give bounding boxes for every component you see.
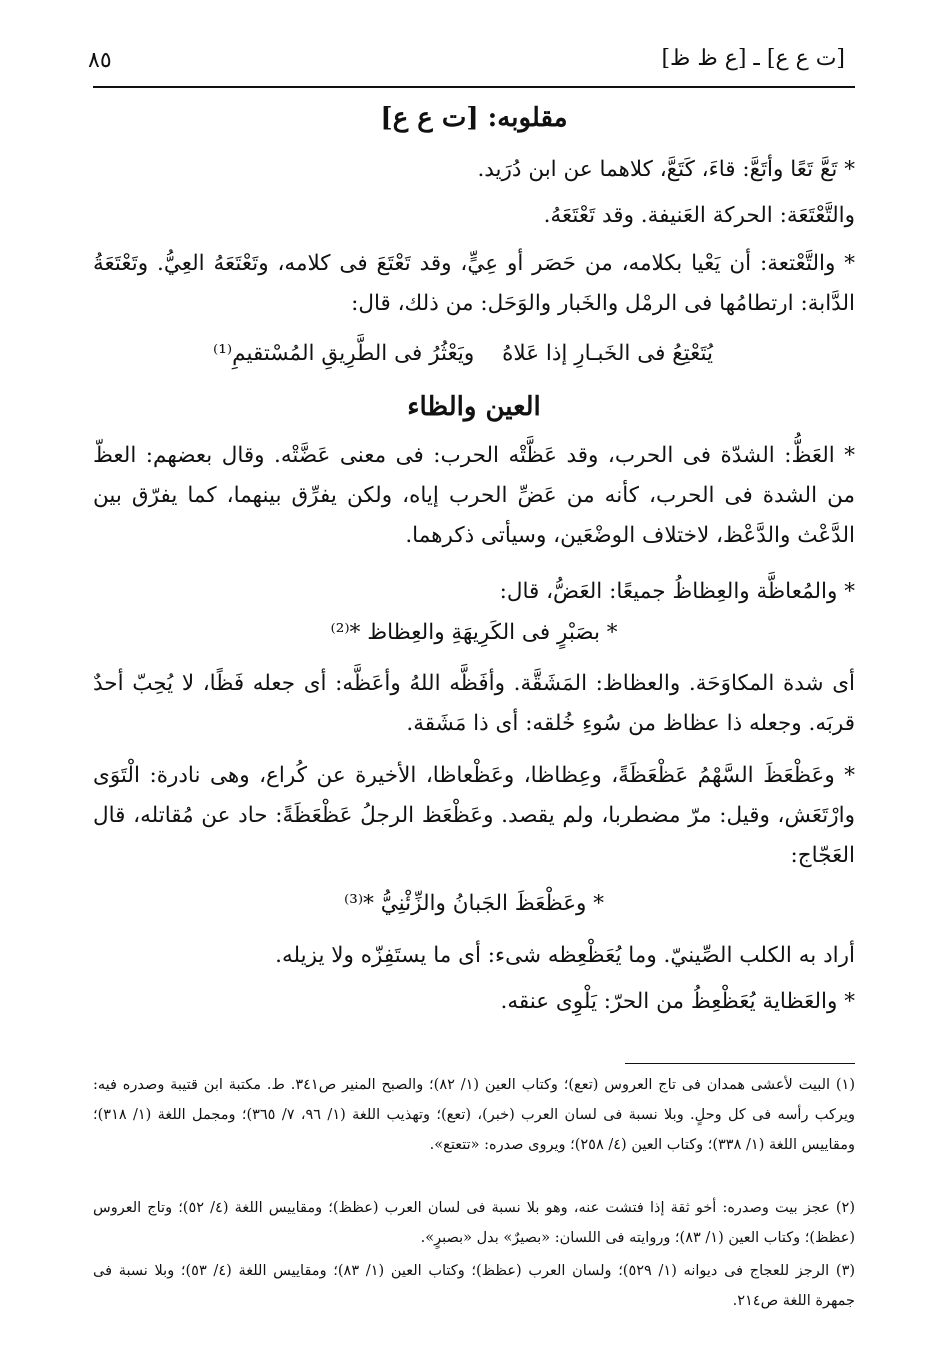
paragraph-mashaqqa: أى شدة المكاوَحَة. والعظاظ: المَشَقَّة. وأفَظَّه اللهُ وأعَظَّه: أى جعله فَظًا، لا يُحِبّ أحدٌ قربَه. وجعله ذا عظاظ من سُوءِ خُلقه: أى ذا مَشَقة. bbox=[93, 671, 855, 736]
paragraph-kalb-sini: أراد به الكلب الصِّينيّ. وما يُعَظْعِظه شىء: أى ما يستَفِزّه ولا يزيله. bbox=[275, 943, 855, 968]
paragraph-tatah-kalam: * والتَّعْتعة: أن يَعْيا بكلامه، من حَصَر أو عِيٍّ، وقد تَعْتَعَ فى كلامه، وتَعْتَعَهُ العِيُّ. وتَعْتَعَةُ الدَّابة: ارتطامُها فى الرمْل والخَبار والوَحَل: من ذلك، قال: bbox=[93, 251, 855, 316]
paragraph-azz: * العَظُّ: الشدّة فى الحرب، وقد عَظَّتْه الحرب: فى معنى عَضَّتْه. وقال بعضهم: العظّ من الشدة فى الحرب، كأنه من عَضِّ الحرب إياه، ولكن يفرِّق بينهما، كما يفرّق بين الدَّعْث والدَّعْظ، لاختلاف الوضْعَين، وسيأتى ذكرهما. bbox=[93, 443, 855, 548]
paragraph-azaza-sahm: * وعَظْعَظَ السَّهْمُ عَظْعَظَةً، وعِظاظا، وعَظْعاظا، الأخيرة عن كُراع، وهى نادرة: الْتَوَى وارْتَعَش، وقيل: مرّ مضطربا، ولم يقصد. وعَظْعَظ الرجلُ عَظْعَظَةً: حاد عن مُقاتله، قال العَجّاج: bbox=[93, 763, 855, 868]
paragraph-azaya: * والعَظاية يُعَظْعِظُ من الحرّ: يَلْوِى عنقه. bbox=[500, 989, 855, 1014]
paragraph-tatah-haraka: والتَّعْتَعَة: الحركة العَنيفة. وقد تَعْتَعَهُ. bbox=[543, 203, 855, 228]
footnote-rule bbox=[625, 1063, 855, 1064]
section-heading-maqlub: مقلوبه: [ت ع ع] bbox=[380, 103, 568, 133]
verse-1-second-hemistich: ويَعْثُرُ فى الطَّرِيقِ المُسْتقيمِ⁽¹⁾ bbox=[213, 341, 475, 366]
running-title: [ت ع ع] ـ [ع ظ ظ] bbox=[661, 46, 845, 71]
header-rule bbox=[93, 86, 855, 88]
footnote-1: (١) البيت لأعشى همدان فى تاج العروس (تعع)؛ وكتاب العين (١/ ٨٢)؛ والصبح المنير ص٣٤١. ط. مكتبة ابن قتيبة وصدره فيه: ويركب رأسه فى كل وحلٍ. وبلا نسبة فى لسان العرب (خبر)، (تعع)؛ وتهذيب اللغة (١/ ٩٦، ٧/ ٣٦٥)؛ ومجمل اللغة (١/ ٣١٨)؛ ومقاييس اللغة (١/ ٣٣٨)؛ وكتاب العين (٤/ ٢٥٨)؛ ويروى صدره: «تتعتع». bbox=[93, 1077, 855, 1153]
paragraph-taa: * تَعَّ تَعًا وأتَعَّ: قاءَ، كَتَعَّ، كلاهما عن ابن دُرَيد. bbox=[477, 157, 855, 182]
section-heading-ayn-zaa: العين والظاء bbox=[407, 392, 541, 422]
paragraph-muazza: * والمُعاظَّة والعِظاظُ جميعًا: العَضُّ، قال: bbox=[499, 579, 855, 604]
page-number: ٨٥ bbox=[88, 48, 112, 73]
verse-3: * وعَظْعَظَ الجَبانُ والزِّئْنِيُّ *⁽³⁾ bbox=[343, 891, 605, 916]
verse-2: * بصَبْرٍ فى الكَرِيهَةِ والعِظاظ *⁽²⁾ bbox=[330, 620, 618, 645]
footnote-3: (٣) الرجز للعجاج فى ديوانه (١/ ٥٢٩)؛ ولسان العرب (عظظ)؛ وكتاب العين (١/ ٨٣)؛ ومقاييس اللغة (٤/ ٥٣)؛ وبلا نسبة فى جمهرة اللغة ص٢١٤. bbox=[93, 1263, 856, 1309]
footnote-2: (٢) عجز بيت وصدره: أخو ثقة إذا فتشت عنه، وهو بلا نسبة فى لسان العرب (عظظ)؛ ومقاييس اللغة (٤/ ٥٢)؛ وتاج العروس (عظظ)؛ وكتاب العين (١/ ٨٣)؛ وروايته فى اللسان: «بصيرٌ» بدل «بصبرٍ». bbox=[93, 1200, 855, 1246]
verse-1-first-hemistich: يُتَعْتِعُ فى الخَبـارِ إذا عَلاهُ bbox=[502, 341, 713, 366]
